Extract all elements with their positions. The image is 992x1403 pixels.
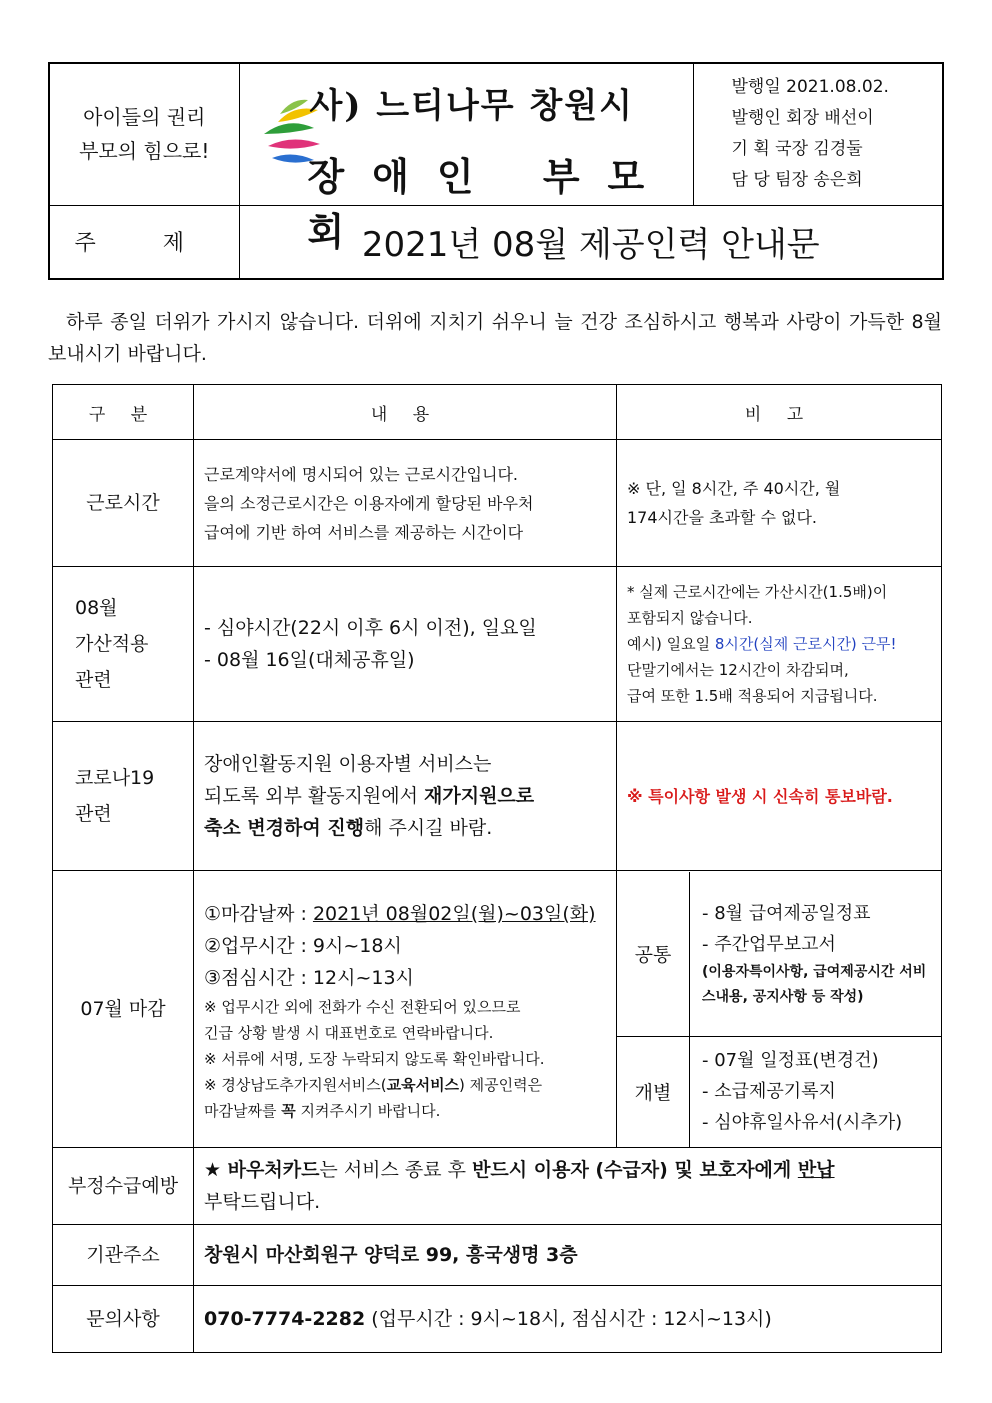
- inquiry-label: 문의사항: [53, 1286, 194, 1353]
- note3-line2-suffix: 지켜주시기 바랍니다.: [295, 1102, 441, 1120]
- fraud-mid-text: 는 서비스 종료 후: [319, 1159, 473, 1181]
- address-value: 창원시 마산회원구 양덕로 99, 흥국생명 3층: [194, 1225, 942, 1286]
- lunch-line: ③점심시간 : 12시~13시: [204, 967, 414, 989]
- august-extra-line1: - 심야시간(22시 이후 6시 이전), 일요일: [204, 617, 537, 639]
- header-remarks: 비 고: [617, 385, 942, 440]
- working-hours-line3: 급여에 기반 하여 서비스를 제공하는 시간이다: [204, 522, 524, 542]
- note3-prefix: ※ 경상남도추가지원서비스(: [204, 1076, 387, 1094]
- fraud-prevention-content: [194, 1148, 942, 1225]
- table-row: [53, 1148, 942, 1225]
- header-content: 내 용: [194, 385, 617, 440]
- august-extra-note-line1: * 실제 근로시간에는 가산시간(1.5배)이: [627, 583, 888, 601]
- august-extra-label-line2: 가산적용: [75, 633, 149, 655]
- covid-content: [194, 722, 617, 871]
- august-extra-note: [617, 567, 942, 722]
- individual-item3: - 심야휴일사유서(시추가): [702, 1112, 903, 1134]
- table-row: [53, 1286, 942, 1353]
- covid-note: [617, 722, 942, 871]
- documents-subtable: [617, 872, 941, 1147]
- covid-label: [53, 722, 194, 871]
- deadline-prefix: ①마감날짜 :: [204, 903, 313, 925]
- covid-label-line2: 관련: [75, 803, 112, 825]
- publication-date: 발행일 2021.08.02.: [731, 77, 889, 98]
- org-name-line2: 장애인 부모회: [307, 154, 673, 254]
- common-docs: [690, 872, 942, 1037]
- publication-info: [693, 63, 943, 205]
- slogan: [49, 63, 239, 205]
- address-label: 기관주소: [53, 1225, 194, 1286]
- individual-label: 개별: [617, 1037, 690, 1147]
- slogan-line2: 부모의 힘으로!: [79, 139, 210, 164]
- example-highlight: 8시간(실제 근로시간) 근무!: [714, 635, 897, 653]
- header-category: 구 분: [53, 385, 194, 440]
- note3-suffix: ) 제공인력은: [459, 1076, 543, 1094]
- common-docs-row: [617, 872, 941, 1037]
- august-extra-content: [194, 567, 617, 722]
- august-extra-label-line3: 관련: [75, 669, 112, 691]
- covid-line1: 장애인활동지원 이용자별 서비스는: [204, 753, 492, 775]
- august-extra-note-line3: [627, 631, 931, 657]
- work-hours-line: ②업무시간 : 9시~18시: [204, 935, 402, 957]
- example-prefix: 예시) 일요일: [627, 635, 715, 653]
- common-item1: - 8월 급여제공일정표: [702, 902, 871, 924]
- phone-number: 070-7774-2282: [204, 1308, 366, 1330]
- covid-line3-suffix: 해 주시길 바람.: [364, 817, 493, 839]
- july-note1-line1: ※ 업무시간 외에 전화가 수신 전환되어 있으므로: [204, 998, 521, 1016]
- deadline-value: 2021년 08월02일(월)~03일(화): [312, 903, 596, 925]
- common-item3: (이용자특이사항, 급여제공시간 서비스내용, 공지사항 등 작성): [702, 963, 927, 1005]
- individual-item1: - 07월 일정표(변경건): [702, 1050, 879, 1072]
- deadline-line: [204, 898, 606, 930]
- july-close-documents: [617, 871, 942, 1148]
- header-table: [48, 62, 944, 280]
- publisher: 발행인 회장 배선이: [731, 108, 874, 129]
- fraud-prevention-label: 부정수급예방: [53, 1148, 194, 1225]
- inquiry-hours: (업무시간 : 9시~18시, 점심시간 : 12시~13시): [365, 1308, 772, 1330]
- table-row: [53, 722, 942, 871]
- working-hours-content: [194, 440, 617, 567]
- july-note2: ※ 서류에 서명, 도장 누락되지 않도록 확인바랍니다.: [204, 1050, 545, 1068]
- individual-docs: [690, 1037, 942, 1147]
- august-extra-line2: - 08월 16일(대체공휴일): [204, 649, 415, 671]
- working-hours-line1: 근로계약서에 명시되어 있는 근로시간입니다.: [204, 464, 519, 484]
- note3-line2-bold: 꼭: [281, 1102, 296, 1120]
- working-hours-note-line1: ※ 단, 일 8시간, 주 40시간, 월: [627, 479, 841, 498]
- covid-line3: [204, 812, 606, 844]
- august-extra-label-line1: 08월: [75, 597, 118, 619]
- covid-line2-prefix: 되도록 외부 활동지원에서: [204, 785, 425, 807]
- return-text: 반납: [797, 1159, 835, 1181]
- fraud-bold-text: 반드시 이용자 (수급자) 및 보호자에게: [472, 1159, 798, 1181]
- topic-label: 주 제: [49, 205, 239, 279]
- table-header-row: [53, 385, 942, 440]
- common-label: 공통: [617, 872, 690, 1037]
- july-close-content: [194, 871, 617, 1148]
- org-name-line1: 사) 느티나무 창원시: [309, 86, 635, 126]
- july-note3-line1: [204, 1072, 606, 1098]
- working-hours-label: 근로시간: [53, 440, 194, 567]
- working-hours-note: [617, 440, 942, 567]
- info-table: [52, 384, 942, 1353]
- table-row: [53, 1225, 942, 1286]
- covid-note-text: ※ 특이사항 발생 시 신속히 통보바람.: [627, 786, 893, 806]
- working-hours-line2: 을의 소정근로시간은 이용자에게 할당된 바우처: [204, 493, 534, 513]
- topic-title: 2021년 08월 제공인력 안내문: [239, 205, 943, 279]
- intro-paragraph: 하루 종일 더위가 가시지 않습니다. 더위에 지치기 쉬우니 늘 건강 조심하시고 행복과 사랑이 가득한 8월 보내시기 바랍니다.: [48, 311, 942, 365]
- note3-bold: 교육서비스: [386, 1076, 460, 1094]
- august-extra-note-line5: 급여 또한 1.5배 적용되어 지급됩니다.: [627, 687, 878, 705]
- manager: 담 당 팀장 송은희: [731, 170, 863, 191]
- slogan-line1: 아이들의 권리: [83, 105, 206, 130]
- july-close-label: 07월 마감: [53, 871, 194, 1148]
- table-row: [53, 567, 942, 722]
- august-extra-note-line2: 포함되지 않습니다.: [627, 609, 753, 627]
- working-hours-note-line2: 174시간을 초과할 수 없다.: [627, 508, 817, 527]
- july-note3-line2: [204, 1098, 606, 1124]
- covid-line2-bold: 재가지원으로: [424, 785, 535, 807]
- covid-line2: [204, 780, 606, 812]
- common-item2: - 주간업무보고서: [702, 933, 836, 955]
- july-note1-line2: 긴급 상황 발생 시 대표번호로 연락바랍니다.: [204, 1024, 494, 1042]
- voucher-card-text: ★ 바우처카드: [204, 1159, 320, 1181]
- covid-label-line1: 코로나19: [75, 767, 155, 789]
- august-extra-note-line4: 단말기에서는 12시간이 차감되며,: [627, 661, 849, 679]
- individual-docs-row: [617, 1037, 941, 1147]
- individual-item2: - 소급제공기록지: [702, 1081, 836, 1103]
- planner: 기 획 국장 김경둘: [731, 139, 863, 160]
- inquiry-value: [194, 1286, 942, 1353]
- table-row: [53, 871, 942, 1148]
- fraud-line1: [204, 1154, 931, 1186]
- table-row: [53, 440, 942, 567]
- covid-line3-bold: 축소 변경하여 진행: [204, 817, 365, 839]
- fraud-line2: 부탁드립니다.: [204, 1191, 321, 1213]
- note3-line2-prefix: 마감날짜를: [204, 1102, 282, 1120]
- august-extra-label: [53, 567, 194, 722]
